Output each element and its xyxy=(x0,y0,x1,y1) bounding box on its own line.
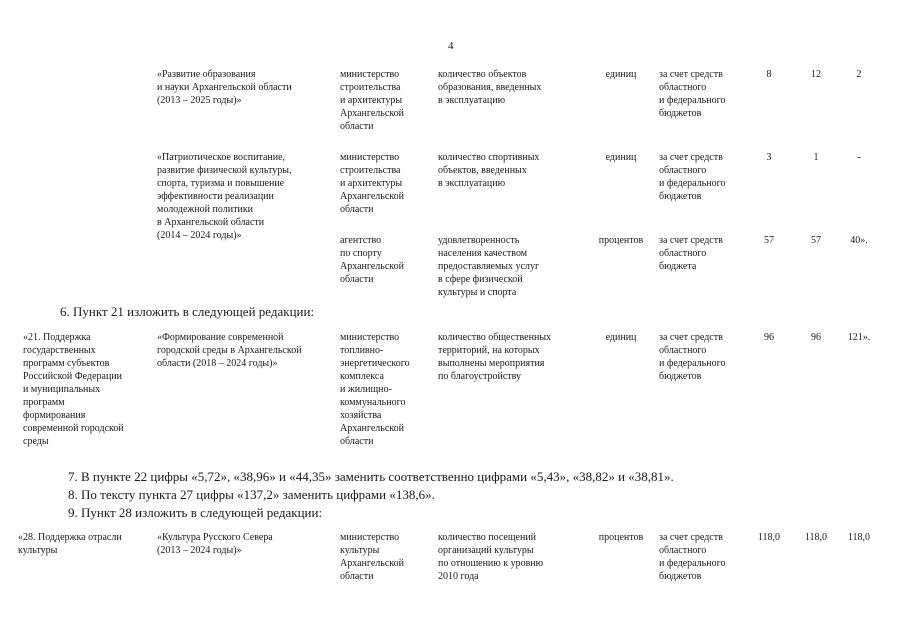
value-1: 96 xyxy=(764,332,774,343)
item-name: «28. Поддержка отрасли культуры xyxy=(18,532,122,556)
indicator: удовлетворенность населения качеством предоставляемых услуг в сфере физической культуры и спорта xyxy=(438,235,540,298)
unit: единиц xyxy=(605,332,637,343)
ministry: министерство строительства и архитектуры Архангельской области xyxy=(340,152,404,215)
unit: процентов xyxy=(598,532,644,543)
indicator: количество спортивных объектов, введенных в эксплуатацию xyxy=(438,152,540,189)
funding-source: за счет средств областного и федерального бюджетов xyxy=(659,332,726,382)
value-3: 40». xyxy=(850,235,868,246)
value-3: 2 xyxy=(856,69,862,80)
paragraph-7: 7. В пункте 22 цифры «5,72», «38,96» и «44,35» заменить соответственно цифрами «5,43», «38,82» и «38,81». xyxy=(68,469,674,484)
value-1: 57 xyxy=(764,235,774,246)
program-name: «Патриотическое воспитание, развитие физической культуры, спорта, туризма и повышение эффективности реализации молодежной политики в Архангельской области (2014 – 2024 годы)» xyxy=(157,152,292,241)
program-name: «Формирование современной городской среды в Архангельской области (2018 – 2024 годы)» xyxy=(157,332,302,369)
value-2: 1 xyxy=(813,152,819,163)
paragraph-6: 6. Пункт 21 изложить в следующей редакции: xyxy=(60,304,315,319)
ministry: министерство культуры Архангельской области xyxy=(340,532,404,582)
value-2: 96 xyxy=(811,332,821,343)
value-3: - xyxy=(857,152,861,163)
unit: единиц xyxy=(605,69,637,80)
page-number: 4 xyxy=(448,40,454,52)
unit: единиц xyxy=(605,152,637,163)
ministry: агентство по спорту Архангельской области xyxy=(340,235,404,285)
value-2: 57 xyxy=(811,235,821,246)
program-name: «Развитие образования и науки Архангельской области (2013 – 2025 годы)» xyxy=(157,69,292,106)
value-3: 118,0 xyxy=(847,532,871,543)
value-1: 3 xyxy=(766,152,772,163)
item-name: «21. Поддержка государственных программ субъектов Российской Федерации и муниципальных программ формирования современной городской среды xyxy=(23,332,124,447)
value-2: 12 xyxy=(811,69,821,80)
value-2: 118,0 xyxy=(804,532,828,543)
ministry: министерство строительства и архитектуры Архангельской области xyxy=(340,69,404,132)
paragraph-9: 9. Пункт 28 изложить в следующей редакции: xyxy=(68,505,323,520)
indicator: количество объектов образования, введенных в эксплуатацию xyxy=(438,69,542,106)
funding-source: за счет средств областного и федерального бюджетов xyxy=(659,69,726,119)
funding-source: за счет средств областного и федерального бюджетов xyxy=(659,532,726,582)
value-1: 8 xyxy=(766,69,772,80)
paragraph-8: 8. По тексту пункта 27 цифры «137,2» заменить цифрами «138,6». xyxy=(68,487,435,502)
ministry: министерство топливно- энергетического комплекса и жилищно- коммунального хозяйства Архангельской области xyxy=(340,332,410,447)
value-3: 121». xyxy=(847,332,871,343)
program-name: «Культура Русского Севера (2013 – 2024 годы)» xyxy=(157,532,273,556)
value-1: 118,0 xyxy=(757,532,781,543)
indicator: количество посещений организаций культуры по отношению к уровню 2010 года xyxy=(438,532,544,582)
indicator: количество общественных территорий, на которых выполнены мероприятия по благоустройству xyxy=(438,332,552,382)
funding-source: за счет средств областного и федерального бюджетов xyxy=(659,152,726,202)
funding-source: за счет средств областного бюджета xyxy=(659,235,723,272)
unit: процентов xyxy=(598,235,644,246)
